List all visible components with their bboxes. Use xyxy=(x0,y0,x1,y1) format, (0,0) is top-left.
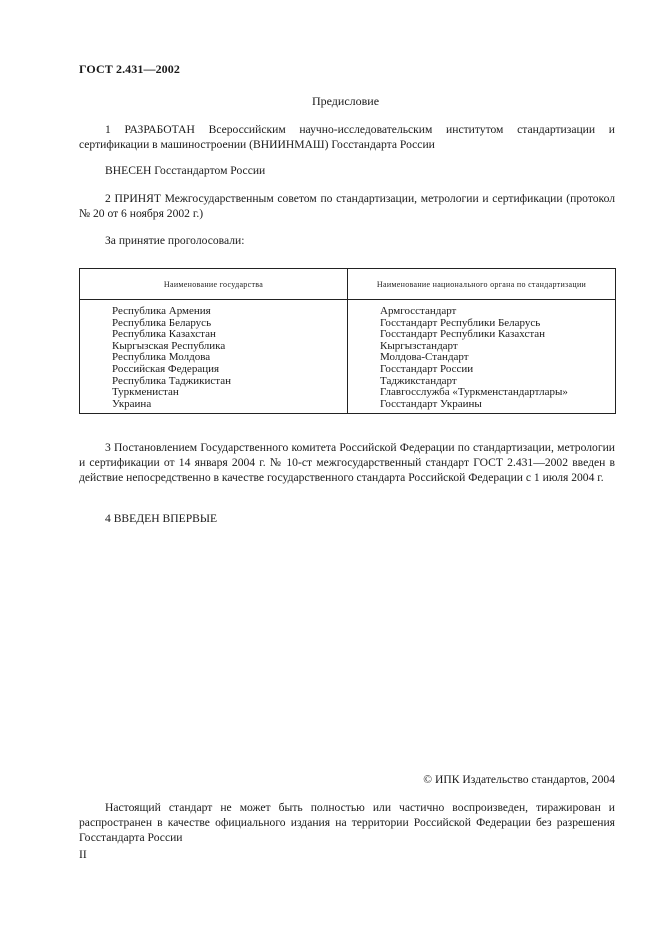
state-cell: Туркменистан xyxy=(112,386,179,399)
body-cell: Госстандарт Республики Казахстан xyxy=(380,328,546,341)
paragraph-adopted: 2 ПРИНЯТ Межгосударственным советом по стандартизации, метрологии и сертификации (протокол № 20 от 6 ноября 2002 г.) xyxy=(79,192,615,220)
body-cell: Главгосслужба «Туркменстандартлары» xyxy=(380,386,568,399)
body-cell: Кыргызстандарт xyxy=(380,339,458,352)
state-cell: Республика Армения xyxy=(112,305,211,317)
body-cell: Армгосстандарт xyxy=(380,305,457,317)
state-cell: Кыргызская Республика xyxy=(112,339,226,352)
paragraph-first-introduced: 4 ВВЕДЕН ВПЕРВЫЕ xyxy=(105,512,218,525)
state-cell: Украина xyxy=(112,397,152,410)
paragraph-introduced: ВНЕСЕН Госстандартом России xyxy=(105,164,266,177)
paragraph-enacted: 3 Постановлением Государственного комитета Российской Федерации по стандартизации, метрологии и сертификации от 14 января 2004 г. № 10-ст межгосударственный стандарт ГОСТ 2.431—2002 введен в действие непосредственно в качестве государственного стандарта Российской Федерации с 1 июля 2004 г. xyxy=(79,441,615,484)
column-header-state: Наименование государства xyxy=(80,269,348,300)
bodies-column xyxy=(348,300,616,414)
footer-notice: Настоящий стандарт не может быть полностью или частично воспроизведен, тиражирован и распространен в качестве официального издания на территории Российской Федерации без разрешения Госстандарта России xyxy=(79,801,615,844)
states-column xyxy=(80,300,348,414)
state-cell: Республика Таджикистан xyxy=(112,374,231,387)
body-cell: Госстандарт России xyxy=(380,362,474,375)
body-cell: Молдова-Стандарт xyxy=(380,351,469,364)
document-code-header: ГОСТ 2.431—2002 xyxy=(79,62,180,76)
section-title: Предисловие xyxy=(311,94,380,108)
column-header-body: Наименование национального органа по стандартизации xyxy=(348,269,616,300)
state-cell: Республика Казахстан xyxy=(112,328,216,341)
body-cell: Госстандарт Республики Беларусь xyxy=(380,316,541,329)
voting-table xyxy=(79,268,616,414)
body-cell: Госстандарт Украины xyxy=(380,397,482,410)
page-number: II xyxy=(79,848,87,861)
state-cell: Республика Беларусь xyxy=(112,316,212,329)
copyright-line: © ИПК Издательство стандартов, 2004 xyxy=(423,773,615,786)
state-cell: Российская Федерация xyxy=(112,362,220,375)
state-cell: Республика Молдова xyxy=(112,351,211,364)
paragraph-developed: 1 РАЗРАБОТАН Всероссийским научно-исследовательским институтом стандартизации и сертификации в машиностроении (ВНИИНМАШ) Госстандарта России xyxy=(79,123,615,151)
table-body-row xyxy=(80,300,616,414)
paragraph-voted: За принятие проголосовали: xyxy=(105,234,245,247)
table-header-row xyxy=(80,269,616,300)
body-cell: Таджикстандарт xyxy=(380,374,457,387)
